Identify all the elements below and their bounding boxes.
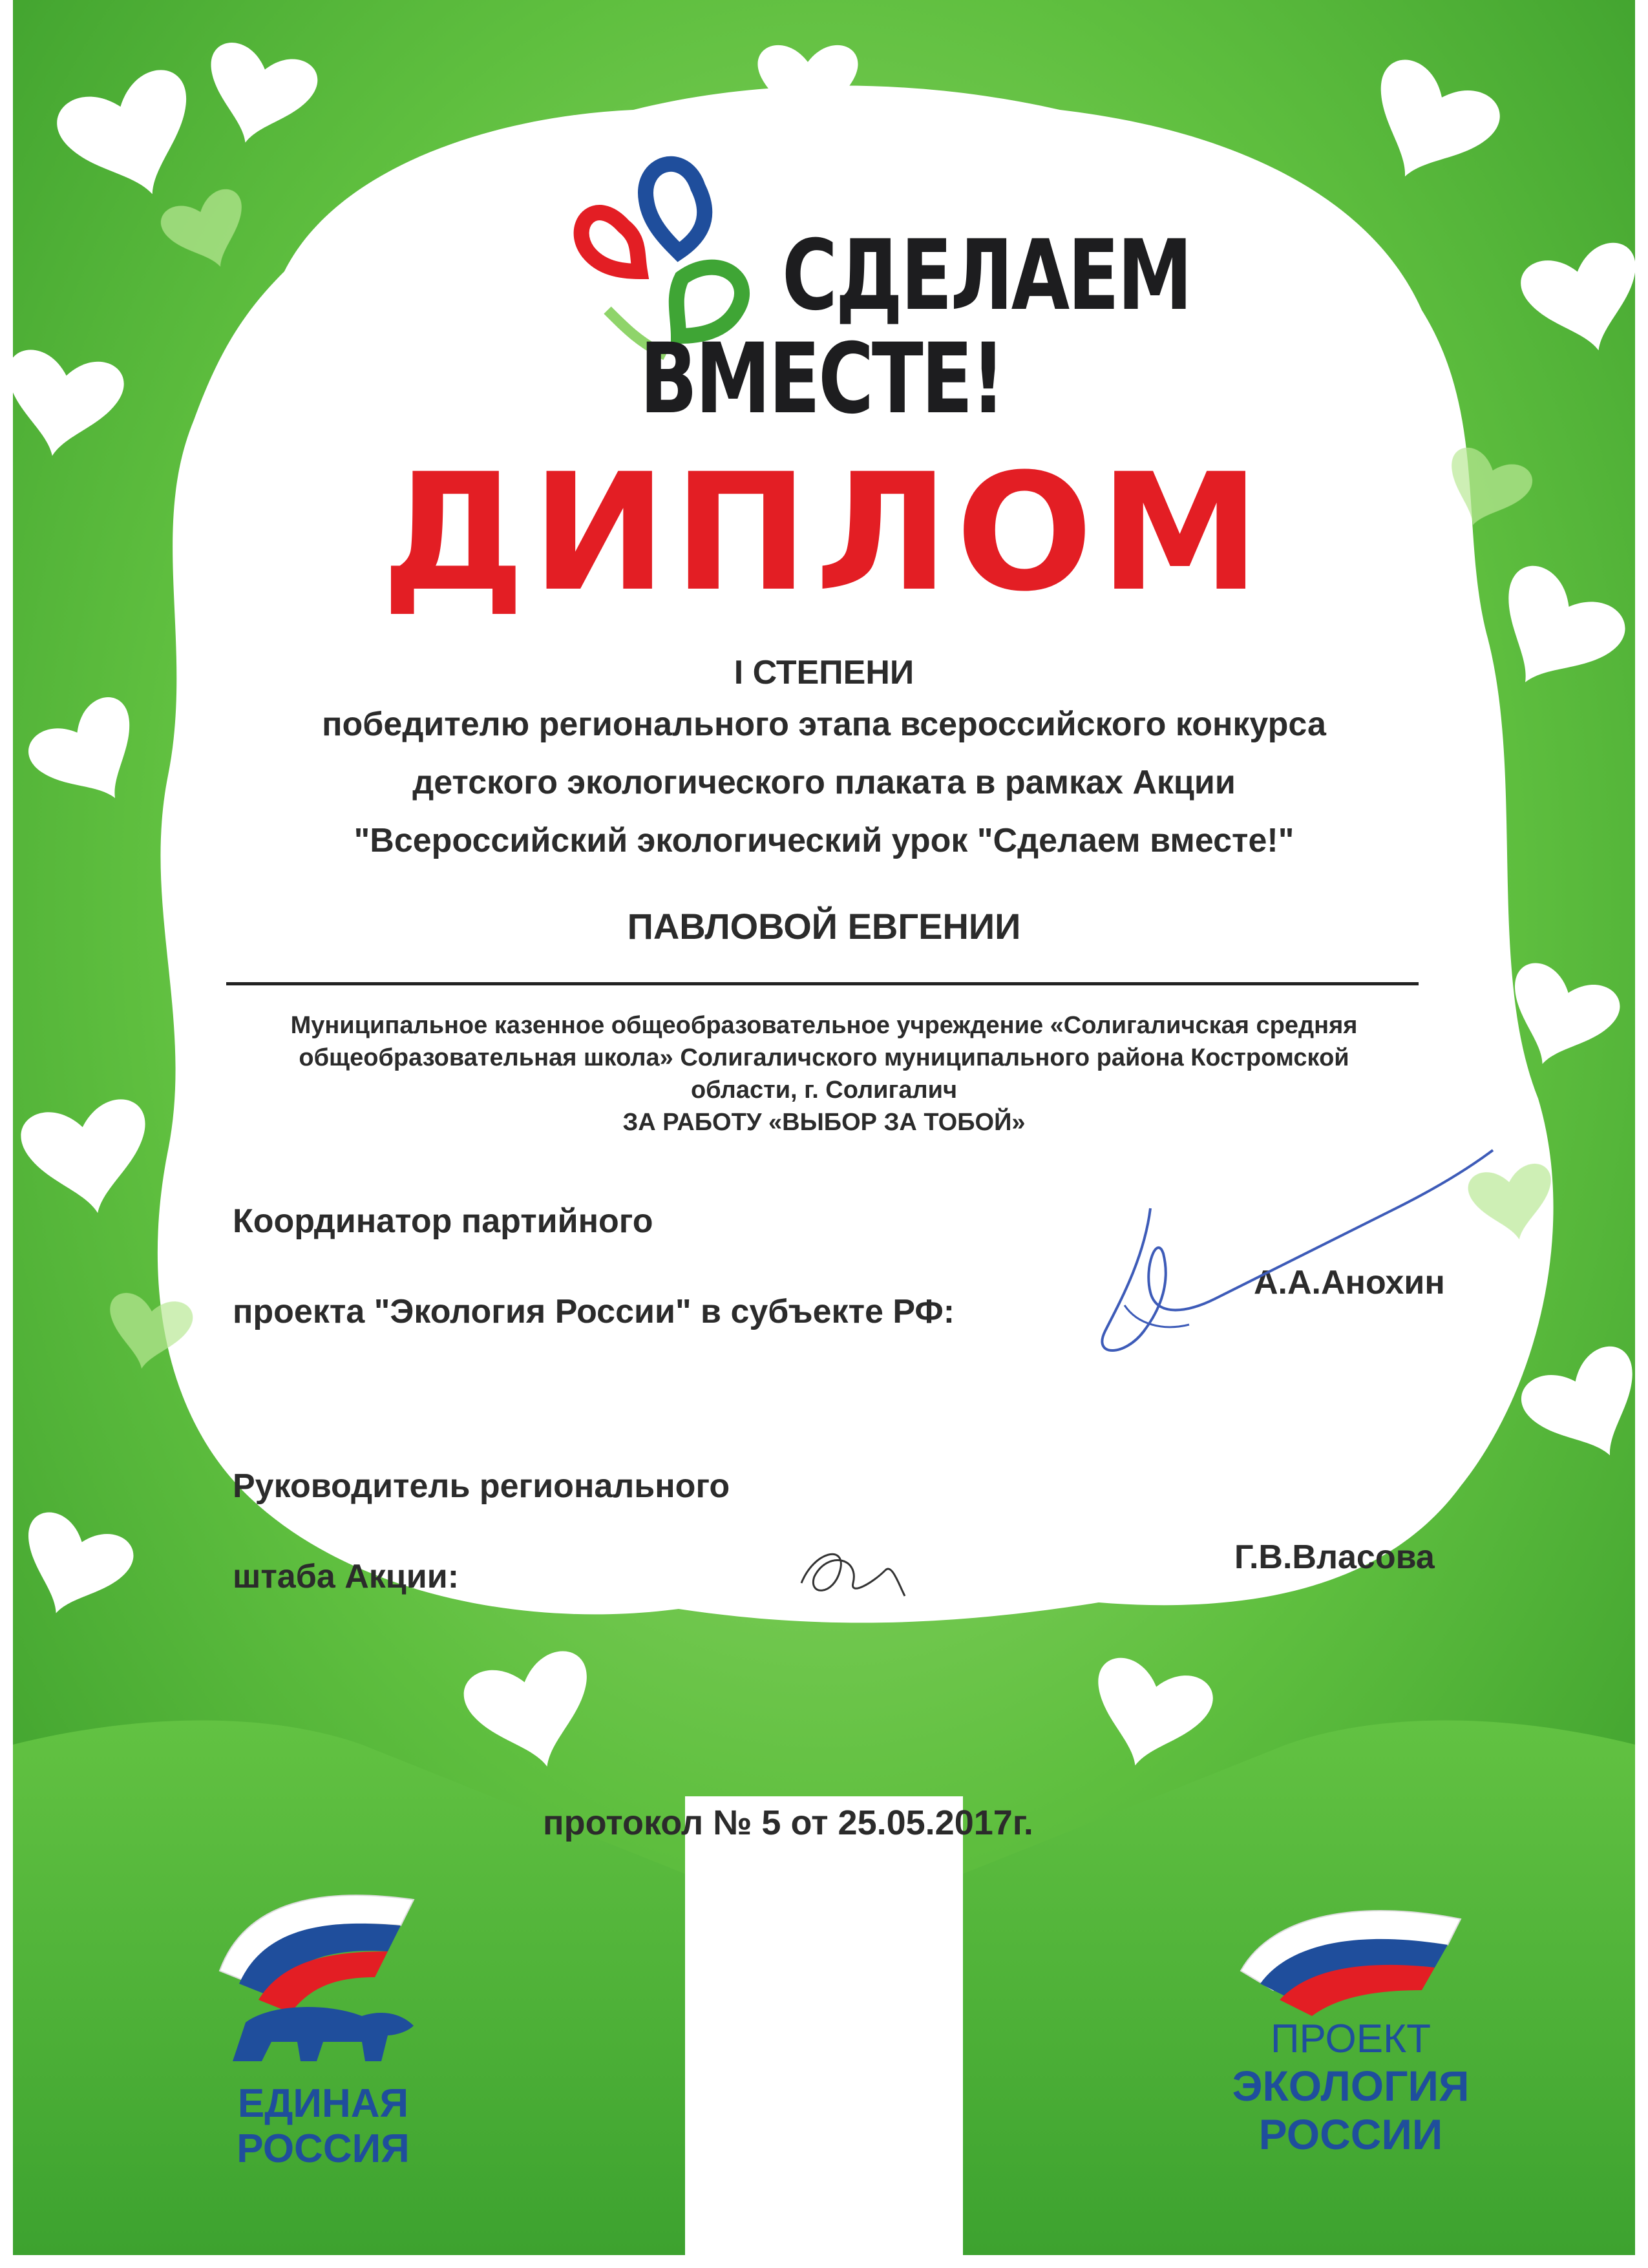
- coordinator-label-2: проекта "Экология России" в субъекте РФ:: [233, 1293, 955, 1330]
- diploma-title: ДИПЛОМ: [381, 439, 1267, 627]
- united-russia-line-1: ЕДИНАЯ: [237, 2081, 409, 2126]
- protocol-line: протокол № 5 от 25.05.2017г.: [543, 1803, 1033, 1842]
- diploma-line-3: "Всероссийский экологический урок "Сделаем вместе!": [354, 822, 1294, 859]
- head-label-2: штаба Акции:: [233, 1558, 460, 1595]
- institution-line-2: общеобразовательная школа» Солигаличского муниципального района Костромской: [299, 1044, 1349, 1071]
- head-name: Г.В.Власова: [1234, 1538, 1435, 1576]
- ecology-logo-line-2: ЭКОЛОГИЯ: [1232, 2062, 1470, 2110]
- recipient-underline: [226, 982, 1419, 985]
- ecology-project-logo: [1215, 1887, 1486, 2165]
- coordinator-label-1: Координатор партийного: [233, 1202, 653, 1240]
- united-russia-line-2: РОССИЯ: [237, 2126, 410, 2171]
- bear-icon: [226, 1997, 420, 2068]
- sdelaem-vmeste-logo: [569, 149, 1191, 436]
- diploma-line-1: победителю регионального этапа всероссийского конкурса: [322, 706, 1326, 743]
- head-label-1: Руководитель регионального: [233, 1467, 730, 1505]
- ecology-logo-line-3: РОССИИ: [1258, 2110, 1443, 2158]
- head-signature: [788, 1525, 918, 1615]
- coordinator-signature: [995, 1111, 1512, 1383]
- institution-line-3: области, г. Солигалич: [690, 1076, 958, 1104]
- brand-line-1: СДЕЛАЕМ: [782, 220, 1191, 332]
- ecology-logo-line-1: ПРОЕКТ: [1270, 2017, 1431, 2061]
- diploma-line-2: детского экологического плаката в рамках Акции: [412, 764, 1236, 801]
- institution-line-1: Муниципальное казенное общеобразовательное учреждение «Солигаличская средняя: [290, 1012, 1358, 1039]
- brand-line-2: ВМЕСТЕ!: [640, 323, 1004, 436]
- coordinator-name: А.А.Анохин: [1254, 1264, 1445, 1301]
- work-title: ЗА РАБОТУ «ВЫБОР ЗА ТОБОЙ»: [622, 1109, 1026, 1136]
- diploma-degree: I СТЕПЕНИ: [734, 654, 914, 691]
- united-russia-logo: [207, 1874, 439, 2171]
- recipient-name: ПАВЛОВОЙ ЕВГЕНИИ: [627, 906, 1021, 947]
- russian-flag-wave-icon: [1215, 1887, 1486, 2016]
